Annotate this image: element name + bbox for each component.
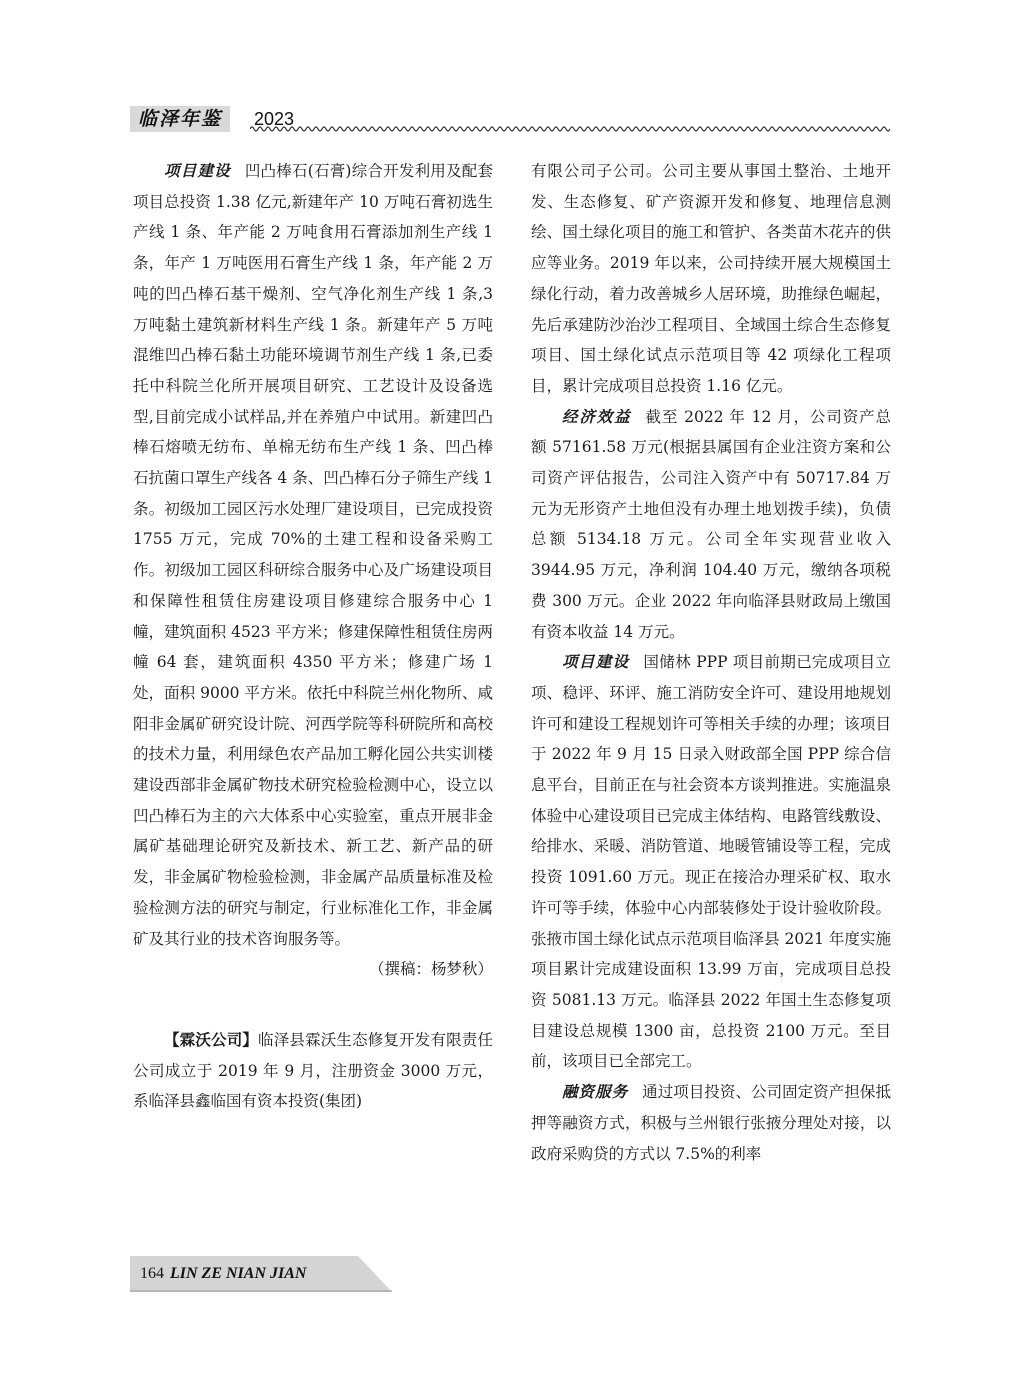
paragraph-text: 临泽县霖沃生态修复开发有限责任公司成立于 2019 年 9 月，注册资金 3000 万元，系临泽县鑫临国有资本投资(集团)	[133, 1030, 493, 1111]
header-wavy-rule	[250, 124, 890, 134]
page-number: 164	[140, 1265, 164, 1282]
paragraph-project-construction-2	[531, 647, 891, 1077]
section-keyword: 经济效益	[562, 407, 632, 426]
paragraph-continuation: 有限公司子公司。公司主要从事国土整治、土地开发、生态修复、矿产资源开发和修复、地理信息测绘、国土绿化项目的施工和管护、各类苗木花卉的供应等业务。2019 年以来，公司持续开展大规模国土绿化行动，着力改善城乡人居环境，助推绿色崛起，先后承建防沙治沙工程项目、全域国土综合生态修复项目、国土绿化试点示范项目等 42 项绿化工程项目，累计完成项目总投资 1.16 亿元。	[531, 162, 891, 395]
paragraph-financing-service	[531, 1077, 891, 1169]
paragraph-text: 凹凸棒石(石膏)综合开发利用及配套项目总投资 1.38 亿元,新建年产 10 万吨石膏初选生产线 1 条、年产能 2 万吨食用石膏添加剂生产线 1 条，年产 1 万吨医用石膏生产线 1 条，年产能 2 万吨的凹凸棒石基干燥剂、空气净化剂生产线 1 条,3 万吨黏土建筑新材料生产线 1 条。新建年产 5 万吨混维凹凸棒石黏土功能环境调节剂生产线 1 条,已委托中科院兰化所开展项目研究、工艺设计及设备选型,目前完成小试样品,并在养殖户中试用。新建凹凸棒石熔喷无纺布、单棉无纺布生产线 1 条、凹凸棒石抗菌口罩生产线各 4 条、凹凸棒石分子筛生产线 1 条。初级加工园区污水处理厂建设项目，已完成投资 1755 万元，完成 70%的土建工程和设备采购工作。初级加工园区科研综合服务中心及广场建设项目和保障性租赁住房建设项目修建综合服务中心 1 幢，建筑面积 4523 平方米；修建保障性租赁住房两幢 64 套，建筑面积 4350 平方米；修建广场 1 处，面积 9000 平方米。依托中科院兰州化物所、咸阳非金属矿研究设计院、河西学院等科研院所和高校的技术力量，利用绿色农产品加工孵化园公共实训楼建设西部非金属矿物技术研究检验检测中心，设立以凹凸棒石为主的六大体系中心实验室，重点开展非金属矿基础理论研究及新技术、新工艺、新产品的研发，非金属矿物检验检测，非金属产品质量标准及检验检测方法的研究与制定，行业标准化工作，非金属矿及其行业的技术咨询服务等。	[133, 162, 494, 948]
left-column	[133, 156, 493, 1117]
paragraph-text: 截至 2022 年 12 月，公司资产总额 57161.58 万元(根据县属国有企业注资方案和公司资产评估报告，公司注入资产中有 50717.84 万元为无形资产土地但没有办理土地划拨手续)，负债总额 5134.18 万元。公司全年实现营业收入 3944.95 万元，净利润 104.40 万元，缴纳各项税费 300 万元。企业 2022 年向临泽县财政局上缴国有资本收益 14 万元。	[531, 407, 891, 641]
page-header	[130, 100, 890, 140]
footer-book-title: LIN ZE NIAN JIAN	[170, 1265, 307, 1282]
section-keyword: 项目建设	[164, 162, 231, 180]
paragraph-project-construction	[133, 156, 493, 954]
header-year: 2023	[254, 109, 295, 129]
right-column	[531, 156, 891, 1169]
paragraph-text: 通过项目投资、公司固定资产担保抵押等融资方式，积极与兰州银行张掖分理处对接，以政府采购贷的方式以 7.5%的利率	[531, 1083, 891, 1163]
paragraph-economic-benefit	[531, 402, 891, 648]
section-keyword: 项目建设	[562, 653, 630, 672]
footer-text	[140, 1262, 306, 1286]
page-footer	[130, 1256, 392, 1292]
paragraph-linwo-company	[133, 1025, 493, 1117]
section-keyword: 融资服务	[562, 1083, 629, 1102]
paragraph-text: 国储林 PPP 项目前期已完成项目立项、稳评、环评、施工消防安全许可、建设用地规划许可和建设工程规划许可等相关手续的办理；该项目于 2022 年 9 月 15 日录入财政部全国 PPP 综合信息平台，目前正在与社会资本方谈判推进。实施温泉体验中心建设项目已完成主体结构、电路管线敷设、给排水、采暖、消防管道、地暖管铺设等工程，完成投资 1091.60 万元。现正在接洽办理采矿权、取水许可等手续，体验中心内部装修处于设计验收阶段。张掖市国土绿化试点示范项目临泽县 2021 年度实施项目累计完成建设面积 13.99 万亩，完成项目总投资 5081.13 万元。临泽县 2022 年国土生态修复项目建设总规模 1300 亩，总投资 2100 万元。至目前，该项目已全部完工。	[531, 653, 891, 1071]
author-credit: （撰稿：杨梦秋）	[368, 960, 493, 979]
entry-heading: 【霖沃公司】	[164, 1029, 259, 1049]
section-gap	[133, 985, 493, 1025]
book-title-badge: 临泽年鉴	[130, 106, 230, 132]
